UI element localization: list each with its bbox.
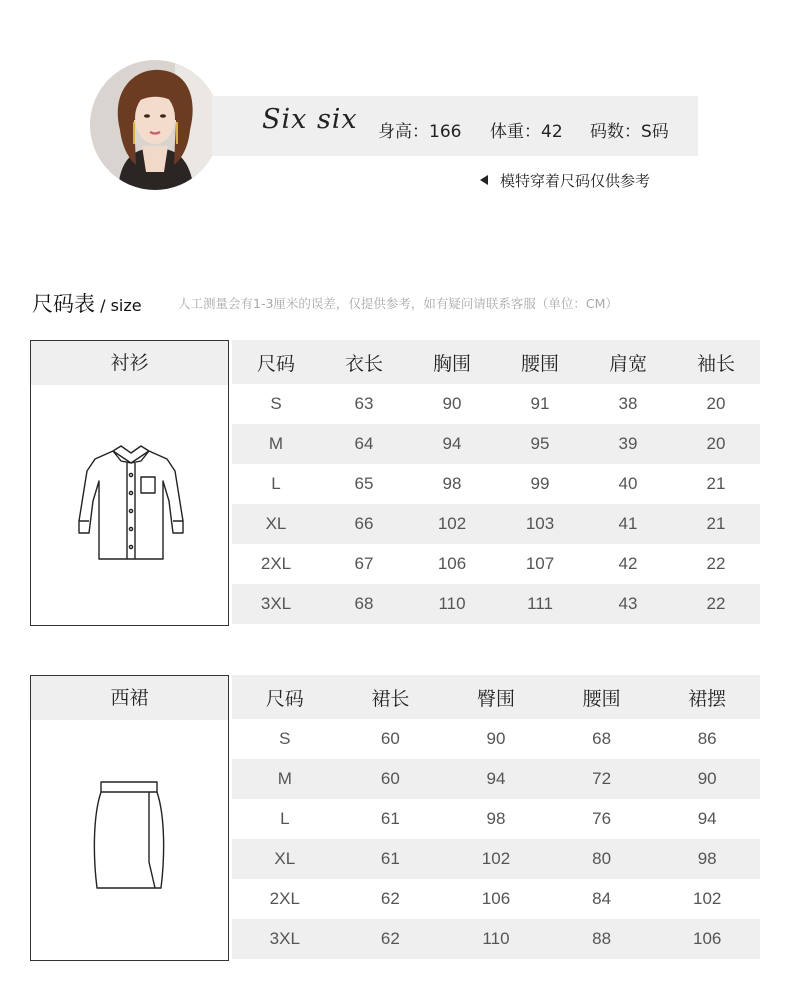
- table-cell: 94: [697, 809, 717, 828]
- table-row: [232, 879, 760, 919]
- table-cell: 106: [654, 919, 760, 959]
- table-cell: S: [270, 394, 282, 413]
- size-chart-title-main: 尺码表: [32, 292, 95, 316]
- table-cell: 39: [584, 424, 672, 464]
- model-height: 身高：166: [378, 122, 462, 142]
- table-cell: 88: [549, 919, 655, 959]
- table-row: [232, 464, 760, 504]
- table-cell: 65: [354, 474, 374, 493]
- table-cell: M: [232, 424, 320, 464]
- table-cell: XL: [232, 504, 320, 544]
- model-weight: 体重：42: [490, 122, 563, 142]
- skirt-category-box: [30, 675, 229, 961]
- table-cell: 42: [618, 554, 638, 573]
- table-cell: 2XL: [269, 889, 300, 908]
- skirt-icon: [31, 776, 230, 896]
- table-cell: 66: [320, 504, 408, 544]
- table-cell: 111: [496, 584, 584, 624]
- table-cell: 98: [442, 474, 462, 493]
- table-cell: 76: [592, 809, 612, 828]
- column-header: 裙摆: [654, 675, 760, 719]
- column-header: 尺码: [232, 675, 338, 719]
- table-cell: 90: [442, 394, 462, 413]
- table-cell: 3XL: [232, 919, 338, 959]
- column-header: 胸围: [408, 340, 496, 384]
- table-cell: 2XL: [260, 554, 292, 573]
- table-cell: 95: [496, 424, 584, 464]
- table-cell: 68: [592, 729, 612, 748]
- shirt-size-table: [232, 340, 760, 624]
- table-cell: 102: [408, 504, 496, 544]
- column-header: 尺码: [232, 340, 320, 384]
- table-cell: M: [232, 759, 338, 799]
- table-cell: 98: [654, 839, 760, 879]
- table-row: [232, 544, 760, 584]
- table-cell: 99: [530, 474, 550, 493]
- table-cell: L: [271, 474, 281, 493]
- table-cell: 40: [618, 474, 638, 493]
- table-cell: 80: [549, 839, 655, 879]
- model-note-text: 模特穿着尺码仅供参考: [500, 172, 651, 190]
- table-row: [232, 719, 760, 759]
- table-cell: 61: [338, 839, 444, 879]
- table-cell: XL: [232, 839, 338, 879]
- skirt-size-table: [232, 675, 760, 959]
- size-chart-hint: 人工测量会有1-3厘米的误差，仅提供参考，如有疑问请联系客服（单位：CM）: [178, 296, 618, 311]
- table-cell: 102: [443, 839, 549, 879]
- table-cell: 94: [443, 759, 549, 799]
- shirt-category-name: 衬衫: [31, 341, 228, 385]
- column-header: 袖长: [672, 340, 760, 384]
- table-cell: 102: [693, 889, 722, 908]
- skirt-illustration: [31, 776, 228, 900]
- table-cell: 68: [320, 584, 408, 624]
- model-avatar: [90, 60, 220, 190]
- table-cell: 21: [706, 474, 726, 493]
- table-row: [232, 584, 760, 624]
- table-cell: 72: [549, 759, 655, 799]
- column-header: 腰围: [496, 340, 584, 384]
- table-cell: 64: [320, 424, 408, 464]
- model-note: [480, 170, 650, 191]
- table-cell: 86: [697, 729, 717, 748]
- table-cell: 91: [530, 394, 550, 413]
- table-cell: 94: [408, 424, 496, 464]
- column-header: 臀围: [443, 675, 549, 719]
- table-cell: 84: [592, 889, 612, 908]
- table-row: [232, 759, 760, 799]
- table-cell: 43: [584, 584, 672, 624]
- table-cell: 106: [437, 554, 467, 573]
- table-cell: 107: [525, 554, 555, 573]
- table-cell: 67: [354, 554, 374, 573]
- table-cell: 62: [380, 889, 400, 908]
- table-cell: 20: [672, 424, 760, 464]
- table-cell: 3XL: [232, 584, 320, 624]
- column-header: 裙长: [338, 675, 444, 719]
- model-size: 码数：S码: [590, 122, 669, 142]
- table-cell: 63: [354, 394, 374, 413]
- table-cell: 60: [380, 729, 400, 748]
- table-cell: 62: [338, 919, 444, 959]
- table-cell: 20: [706, 394, 726, 413]
- table-cell: 21: [672, 504, 760, 544]
- size-chart-title: [32, 288, 142, 318]
- table-cell: 98: [486, 809, 506, 828]
- table-row: [232, 919, 760, 959]
- table-row: [232, 504, 760, 544]
- shirt-icon: [31, 441, 230, 571]
- table-cell: 110: [408, 584, 496, 624]
- table-cell: 22: [706, 554, 726, 573]
- table-cell: 41: [584, 504, 672, 544]
- table-cell: 90: [654, 759, 760, 799]
- table-cell: 22: [672, 584, 760, 624]
- table-cell: S: [279, 729, 291, 748]
- size-chart-title-sub: / size: [95, 296, 142, 315]
- table-header-row: [232, 675, 760, 719]
- table-cell: 110: [443, 919, 549, 959]
- column-header: 衣长: [320, 340, 408, 384]
- table-header-row: [232, 340, 760, 384]
- table-row: [232, 424, 760, 464]
- model-photo: [90, 60, 220, 190]
- table-cell: 61: [380, 809, 400, 828]
- table-cell: 38: [618, 394, 638, 413]
- table-cell: 103: [496, 504, 584, 544]
- column-header: 肩宽: [584, 340, 672, 384]
- column-header: 腰围: [549, 675, 655, 719]
- arrow-left-icon: [480, 175, 488, 185]
- table-cell: L: [280, 809, 290, 828]
- table-cell: 106: [481, 889, 511, 908]
- table-row: [232, 839, 760, 879]
- table-cell: 60: [338, 759, 444, 799]
- shirt-category-box: [30, 340, 229, 626]
- skirt-category-name: 西裙: [31, 676, 228, 720]
- table-row: [232, 384, 760, 424]
- table-row: [232, 799, 760, 839]
- shirt-illustration: [31, 441, 228, 575]
- table-cell: 90: [486, 729, 506, 748]
- model-signature: Six six: [262, 104, 358, 135]
